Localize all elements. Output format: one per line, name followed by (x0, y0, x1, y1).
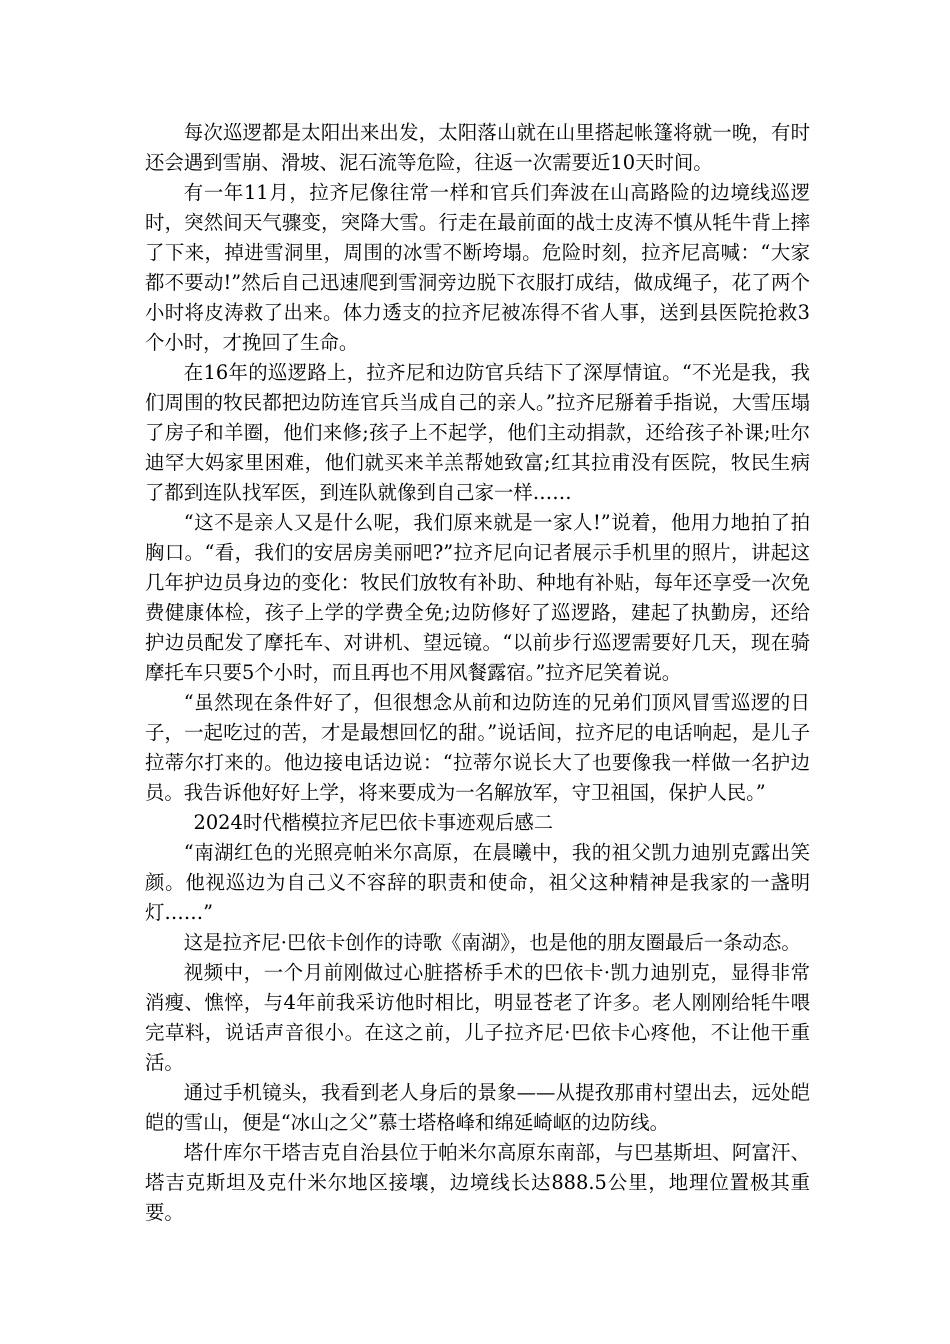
paragraph: 每次巡逻都是太阳出来出发，太阳落山就在山里搭起帐篷将就一晚，有时还会遇到雪崩、滑坡、泥石流等危险，往返一次需要近10天时间。 (145, 121, 810, 174)
paragraph: 有一年11月，拉齐尼像往常一样和官兵们奔波在山高路险的边境线巡逻时，突然间天气骤变，突降大雪。行走在最前面的战士皮涛不慎从牦牛背上摔了下来，掉进雪洞里，周围的冰雪不断垮塌。危险时刻，拉齐尼高喊：“大家都不要动!”然后自己迅速爬到雪洞旁边脱下衣服打成结，做成绳子，花了两个小时将皮涛救了出来。体力透支的拉齐尼被冻得不省人事，送到县医院抢救3个小时，才挽回了生命。 (145, 181, 810, 354)
paragraph: “这不是亲人又是什么呢，我们原来就是一家人!”说着，他用力地拍了拍胸口。“看，我们的安居房美丽吧?”拉齐尼向记者展示手机里的照片，讲起这几年护边员身边的变化：牧民们放牧有补助、种地有补贴，每年还享受一次免费健康体检，孩子上学的学费全免;边防修好了巡逻路，建起了执勤房，还给护边员配发了摩托车、对讲机、望远镜。“以前步行巡逻需要好几天，现在骑摩托车只要5个小时，而且再也不用风餐露宿。”拉齐尼笑着说。 (145, 511, 810, 684)
paragraph: 这是拉齐尼·巴依卡创作的诗歌《南湖》，也是他的朋友圈最后一条动态。 (183, 931, 801, 954)
paragraph: 在16年的巡逻路上，拉齐尼和边防官兵结下了深厚情谊。“不光是我，我们周围的牧民都把边防连官兵当成自己的亲人。”拉齐尼掰着手指说，大雪压塌了房子和羊圈，他们来修;孩子上不起学，他们主动捐款，还给孩子补课;吐尔迪罕大妈家里困难，他们就买来羊羔帮她致富;红其拉甫没有医院，牧民生病了都到连队找军医，到连队就像到自己家一样…… (145, 361, 810, 504)
document-body (145, 118, 810, 1228)
paragraph: “南湖红色的光照亮帕米尔高原，在晨曦中，我的祖父凯力迪别克露出笑颜。他视巡边为自己义不容辞的职责和使命，祖父这种精神是我家的一盏明灯……” (145, 841, 810, 924)
section-heading: 2024时代楷模拉齐尼巴依卡事迹观后感二 (193, 811, 554, 834)
paragraph: “虽然现在条件好了，但很想念从前和边防连的兄弟们顶风冒雪巡逻的日子，一起吃过的苦，才是最想回忆的甜。”说话间，拉齐尼的电话响起，是儿子拉蒂尔打来的。他边接电话边说：“拉蒂尔说长大了也要像我一样做一名护边员。我告诉他好好上学，将来要成为一名解放军，守卫祖国，保护人民。” (145, 691, 810, 804)
paragraph: 视频中，一个月前刚做过心脏搭桥手术的巴依卡·凯力迪别克，显得非常消瘦、憔悴，与4年前我采访他时相比，明显苍老了许多。老人刚刚给牦牛喂完草料，说话声音很小。在这之前，儿子拉齐尼·巴依卡心疼他，不让他干重活。 (145, 961, 810, 1074)
paragraph: 塔什库尔干塔吉克自治县位于帕米尔高原东南部，与巴基斯坦、阿富汗、塔吉克斯坦及克什米尔地区接壤，边境线长达888.5公里，地理位置极其重要。 (145, 1141, 810, 1224)
paragraph: 通过手机镜头，我看到老人身后的景象——从提孜那甫村望出去，远处皑皑的雪山，便是“冰山之父”慕士塔格峰和绵延崎岖的边防线。 (145, 1081, 810, 1134)
